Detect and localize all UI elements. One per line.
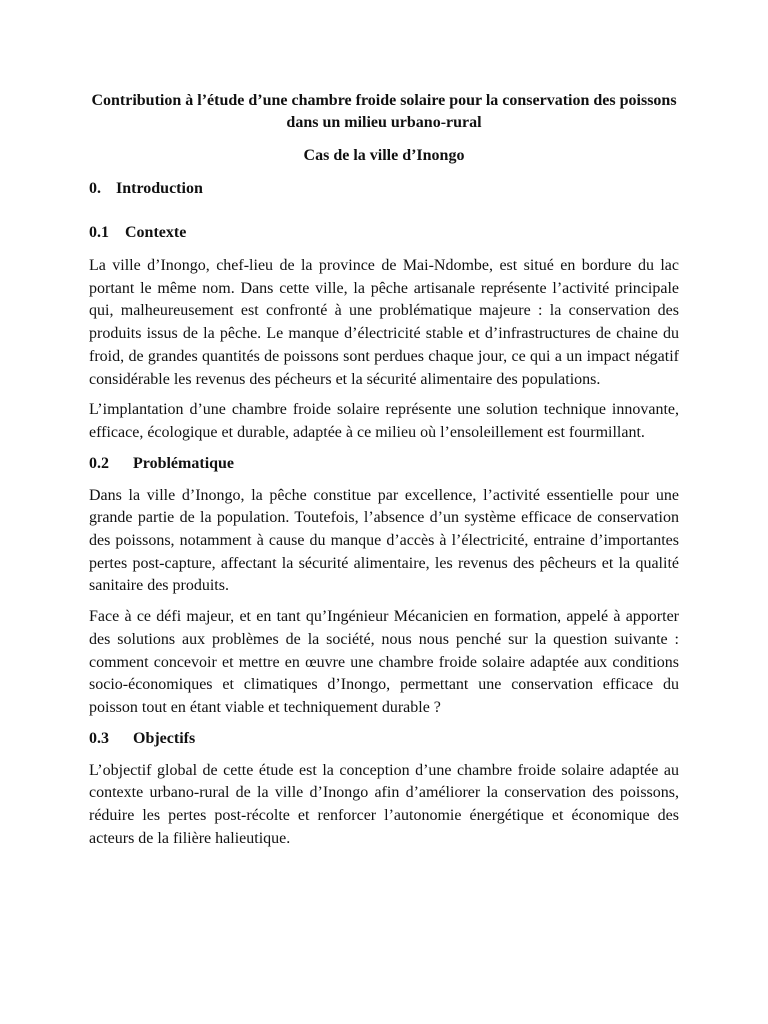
section-title: Problématique: [133, 454, 235, 472]
section-number: 0.2: [89, 454, 109, 472]
section-heading-introduction: [89, 178, 679, 200]
section-number: 0.: [89, 180, 101, 197]
section-heading-contexte: [89, 222, 679, 244]
section-heading-problematique: [89, 453, 679, 475]
document-subtitle: Cas de la ville d’Inongo: [303, 147, 465, 164]
section-title: Contexte: [125, 224, 187, 241]
section-heading-objectifs: [89, 728, 679, 750]
paragraph: La ville d’Inongo, chef-lieu de la province de Mai-Ndombe, est situé en bordure du lac portant le même nom. Dans cette ville, la pêche artisanale représente l’activité principale qui, malheureusement est confronté à une problématique majeure : la conservation des produits issus de la pêche. Le manque d’électricité stable et d’infrastructures de chaine du froid, de grandes quantités de poissons sont perdues chaque jour, ce qui a un impact négatif considérable les revenus des pécheurs et la sécurité alimentaire des populations.: [89, 257, 679, 388]
section-title: Introduction: [116, 180, 203, 197]
paragraph: L’objectif global de cette étude est la conception d’une chambre froide solaire adaptée au contexte urbano-rural de la ville d’Inongo afin d’améliorer la conservation des poissons, réduire les pertes post-récolte et renforcer l’autonomie énergétique et économique des acteurs de la filière halieutique.: [89, 761, 679, 847]
document-page: [89, 90, 679, 850]
paragraph: Face à ce défi majeur, et en tant qu’Ingénieur Mécanicien en formation, appelé à apporter des solutions aux problèmes de la société, nous nous penché sur la question suivante : comment concevoir et mettre en œuvre une chambre froide solaire adaptée aux conditions socio-économiques et climatiques d’Inongo, permettant une conservation efficace du poisson tout en étant viable et techniquement durable ?: [89, 608, 679, 716]
paragraph: Dans la ville d’Inongo, la pêche constitue par excellence, l’activité essentielle pour une grande partie de la population. Toutefois, l’absence d’un système efficace de conservation des poissons, notamment à cause du manque d’accès à l’électricité, entraine d’importantes pertes post-capture, affectant la sécurité alimentaire, les revenus des pêcheurs et la qualité sanitaire des produits.: [89, 486, 679, 595]
document-title: Contribution à l’étude d’une chambre froide solaire pour la conservation des poissons dans un milieu urbano-rural: [91, 92, 677, 131]
section-number: 0.3: [89, 729, 109, 747]
paragraph: L’implantation d’une chambre froide solaire représente une solution technique innovante, efficace, écologique et durable, adaptée à ce milieu où l’ensoleillement est fourmillant.: [89, 401, 679, 441]
section-title: Objectifs: [133, 729, 196, 747]
section-number: 0.1: [89, 224, 109, 241]
